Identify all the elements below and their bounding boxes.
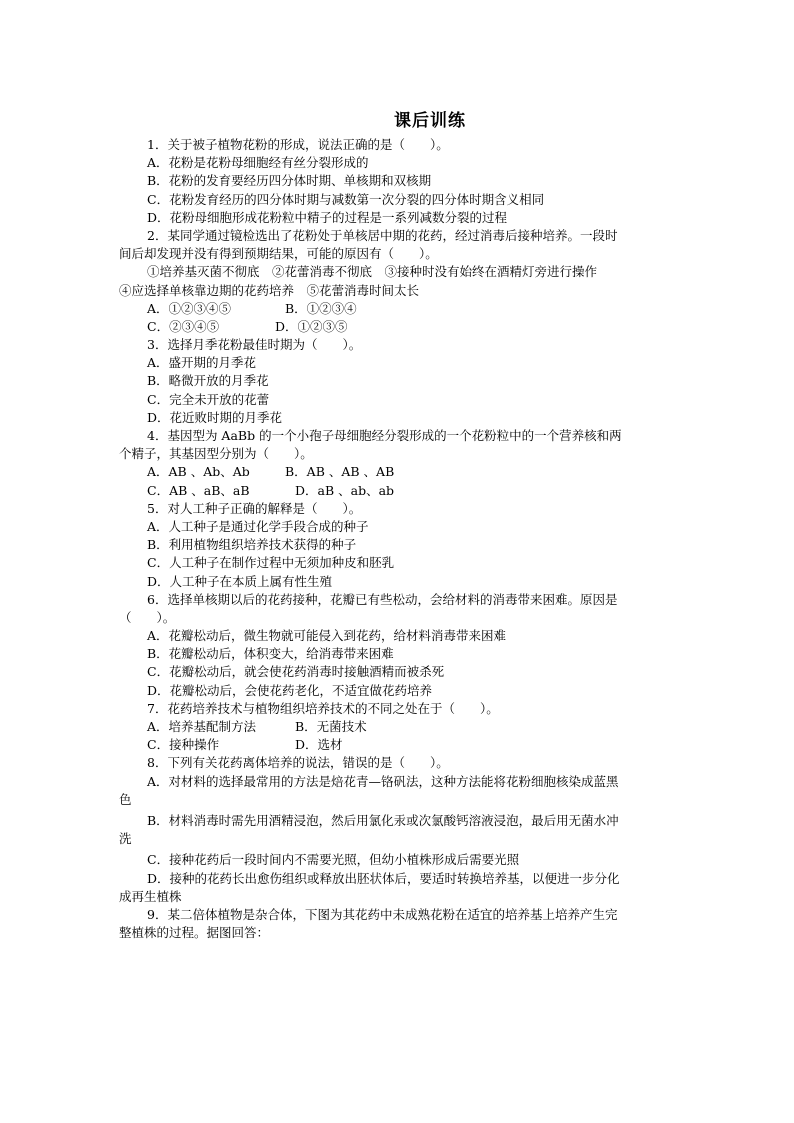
- q4-options-row1: [119, 463, 675, 481]
- q6-option-a: A．花瓣松动后，微生物就可能侵入到花药，给材料消毒带来困难: [147, 628, 507, 644]
- q5-option-b: B．利用植物组织培养技术获得的种子: [147, 537, 357, 553]
- q7-option-b: B．无菌技术: [295, 719, 367, 734]
- q7-stem: 7．花药培养技术与植物组织培养技术的不同之处在于（ ）。: [147, 700, 499, 716]
- q8-option-d-line1: D．接种的花药长出愈伤组织或释放出胚状体后，要适时转换培养基，以便进一步分化: [147, 870, 620, 886]
- q9-stem-line2: 整植株的过程。据图回答：: [119, 925, 270, 941]
- q9-stem-line1: 9．某二倍体植物是杂合体，下图为其花药中未成熟花粉在适宜的培养基上培养产生完: [147, 906, 618, 922]
- q8-option-b-line2: 洗: [119, 831, 132, 847]
- q2-reasons-line2: ④应选择单核靠边期的花药培养 ⑤花蕾消毒时间太长: [119, 282, 420, 298]
- q4-stem-line2: 个精子，其基因型分别为（ ）。: [119, 446, 313, 462]
- q5-option-c: C．人工种子在制作过程中无须加种皮和胚乳: [147, 555, 395, 571]
- q7-options-row2: [119, 736, 675, 754]
- q2-option-c: C．②③④⑤: [147, 318, 220, 334]
- q4-option-c: C．AB 、aB、aB: [147, 482, 250, 498]
- q4-options-row2: [119, 482, 675, 500]
- q3-option-d: D．花近败时期的月季花: [147, 409, 283, 425]
- q7-option-c: C．接种操作: [147, 737, 220, 753]
- q1-stem: 1．关于被子植物花粉的形成，说法正确的是（ ）。: [147, 137, 449, 152]
- q8-stem: 8．下列有关花药离体培养的说法，错误的是（ ）。: [147, 755, 449, 771]
- q7-option-d: D．选材: [295, 737, 343, 753]
- q4-option-d: D．aB 、ab、ab: [295, 482, 395, 498]
- q8-option-b-line1: B．材料消毒时需先用酒精浸泡，然后用氯化汞或次氯酸钙溶液浸泡，最后用无菌水冲: [147, 812, 619, 828]
- q4-option-b: B．AB 、AB 、AB: [285, 464, 395, 480]
- q8-option-d-line2: 成再生植株: [119, 888, 182, 904]
- q6-stem-line2: （ ）。: [119, 609, 176, 625]
- q3-option-a: A．盛开期的月季花: [147, 355, 257, 371]
- q1-option-c: C．花粉发育经历的四分体时期与减数第一次分裂的四分体时期含义相同: [147, 191, 545, 207]
- q6-stem-line1: 6．选择单核期以后的花药接种，花瓣已有些松动，会给材料的消毒带来困难。原因是: [147, 591, 618, 607]
- q4-stem-line1: 4．基因型为 AaBb 的一个小孢子母细胞经分裂形成的一个花粉粒中的一个营养核和两: [147, 428, 622, 443]
- q3-option-b: B．略微开放的月季花: [147, 373, 269, 389]
- q2-options-row2: [119, 318, 675, 336]
- q1-option-d: D．花粉母细胞形成花粉粒中精子的过程是一系列减数分裂的过程: [147, 209, 508, 225]
- q2-stem-line2: 间后却发现并没有得到预期结果，可能的原因有（ ）。: [119, 246, 438, 262]
- q2-option-d: D．①②③⑤: [275, 318, 348, 334]
- q3-stem: 3．选择月季花粉最佳时期为（ ）。: [147, 337, 362, 353]
- q3-option-c: C．完全未开放的花蕾: [147, 391, 270, 407]
- q7-option-a: A．培养基配制方法: [147, 719, 257, 734]
- q8-option-a-line1: A．对材料的选择最常用的方法是焙花青—铬矾法，这种方法能将花粉细胞核染成蓝黑: [147, 773, 619, 789]
- q2-option-b: B．①②③④: [285, 300, 357, 316]
- q8-option-c: C．接种花药后一段时间内不需要光照，但幼小植株形成后需要光照: [147, 852, 520, 868]
- q2-options-row1: [119, 300, 675, 318]
- q4-option-a: A．AB 、Ab、Ab: [147, 464, 250, 480]
- exercise-content: [119, 136, 675, 942]
- q5-stem: 5．对人工种子正确的解释是（ ）。: [147, 500, 362, 516]
- q5-option-d: D．人工种子在本质上属有性生殖: [147, 573, 333, 589]
- q2-reasons-line1: ①培养基灭菌不彻底 ②花蕾消毒不彻底 ③接种时没有始终在酒精灯旁进行操作: [147, 264, 598, 280]
- q7-options-row1: [119, 718, 675, 736]
- q5-option-a: A．人工种子是通过化学手段合成的种子: [147, 518, 369, 534]
- q1-option-b: B．花粉的发育要经历四分体时期、单核期和双核期: [147, 173, 432, 189]
- q2-stem-line1: 2．某同学通过镜检选出了花粉处于单核居中期的花药，经过消毒后接种培养。一段时: [147, 227, 618, 243]
- page-title: 课后训练: [394, 111, 466, 131]
- q2-option-a: A．①②③④⑤: [147, 300, 232, 316]
- q6-option-c: C．花瓣松动后，就会使花药消毒时接触酒精而被杀死: [147, 664, 445, 680]
- q8-option-a-line2: 色: [119, 791, 132, 807]
- q6-option-d: D．花瓣松动后，会使花药老化，不适宜做花药培养: [147, 682, 433, 698]
- q1-option-a: A．花粉是花粉母细胞经有丝分裂形成的: [147, 155, 369, 171]
- q6-option-b: B．花瓣松动后，体积变大，给消毒带来困难: [147, 646, 394, 662]
